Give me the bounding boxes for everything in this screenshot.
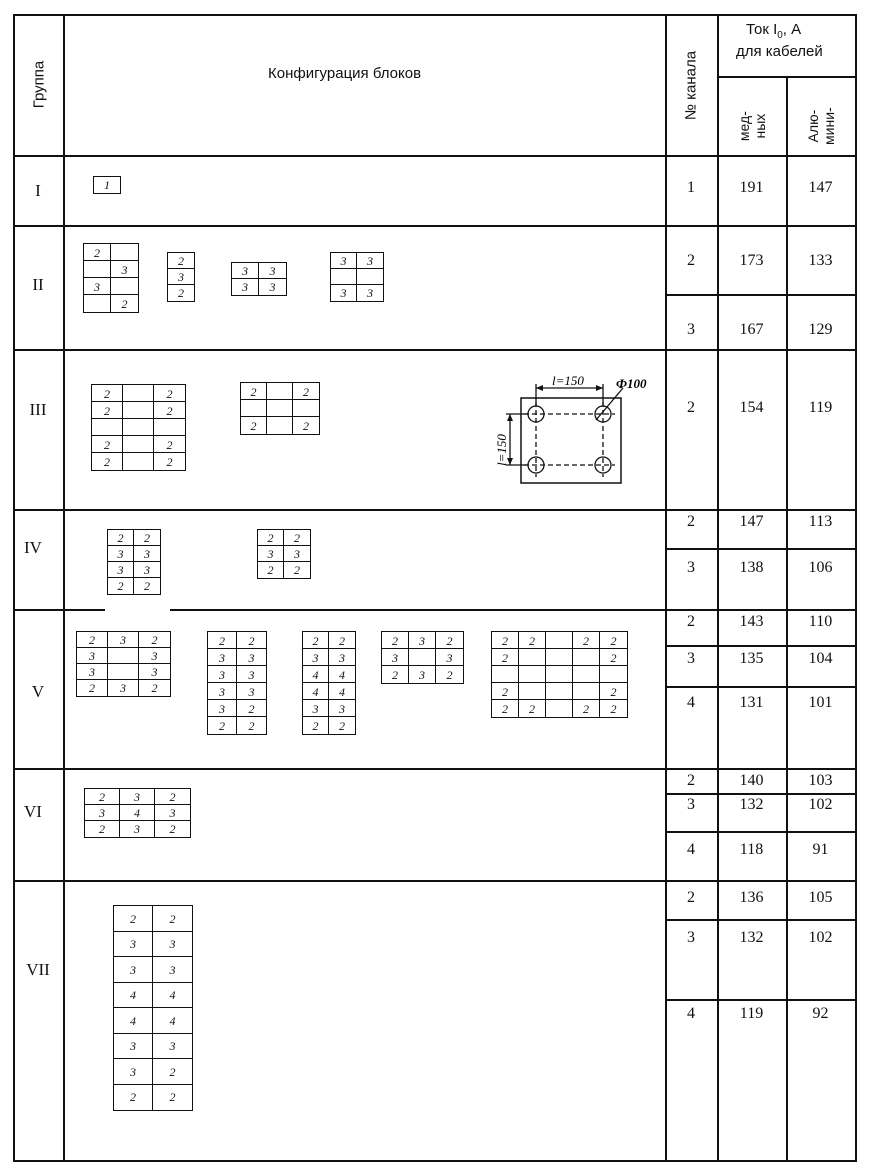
block-cell: 2 [144, 579, 150, 593]
header-current-unit: , А [782, 21, 802, 38]
channel-number: 3 [687, 796, 695, 813]
block-cell: 2 [155, 789, 190, 805]
block-cell: 3 [111, 261, 138, 278]
channel-number: 2 [687, 513, 695, 530]
block-cell: 2 [600, 649, 627, 666]
current-copper: 147 [739, 513, 764, 530]
block-cell: 2 [248, 718, 255, 733]
block-cell [573, 649, 600, 666]
header-alum-1: Алю- [804, 109, 821, 143]
block-cell: 2 [293, 383, 319, 400]
block-configuration [91, 384, 186, 471]
block-cell: 2 [600, 683, 627, 700]
current-copper: 132 [739, 929, 764, 946]
block-cell: 3 [237, 683, 266, 700]
block-cell: 3 [108, 546, 134, 562]
border-col-config [63, 14, 65, 1162]
block-cell: 4 [303, 666, 329, 683]
block-cell: 3 [357, 253, 383, 269]
channel-number: 3 [687, 559, 695, 576]
border-bottom [13, 1160, 857, 1162]
header-current-sub: 0 [777, 30, 783, 41]
header-group: Группа [30, 60, 48, 109]
diagram-diameter: Ф100 [616, 376, 647, 391]
block-cell: 2 [114, 1085, 153, 1111]
block-cell [241, 400, 267, 417]
border-right [855, 14, 857, 1162]
border-row-ii-inner [665, 294, 857, 296]
border-row-vi-inner2 [665, 831, 857, 833]
block-cell: 3 [237, 649, 266, 666]
block-cell: 2 [92, 402, 123, 419]
block-cell [108, 664, 139, 680]
group-label: III [29, 400, 47, 419]
header-current [746, 22, 801, 41]
border-row-vii-inner1 [665, 919, 857, 921]
block-cell: 3 [303, 700, 329, 717]
block-cell: 2 [108, 530, 134, 546]
block-cell: 2 [92, 436, 123, 453]
block-cell: 2 [121, 296, 128, 311]
current-aluminium: 105 [808, 889, 833, 906]
group-label: VII [26, 960, 50, 979]
channel-number: 4 [687, 841, 695, 858]
block-cell: 2 [154, 402, 185, 419]
block-cell: 2 [208, 632, 237, 649]
block-cell: 2 [114, 906, 153, 932]
block-cell: 2 [237, 700, 266, 717]
block-cell: 3 [382, 649, 409, 666]
block-cell: 2 [84, 244, 111, 261]
block-cell [123, 436, 154, 453]
border-row-iv-a [13, 609, 105, 611]
block-cell: 2 [169, 822, 176, 836]
channel-number: 3 [687, 321, 695, 338]
block-cell: 2 [610, 701, 617, 716]
block-cell [267, 383, 293, 400]
block-cell: 2 [446, 667, 453, 682]
border-header-sub [717, 76, 857, 78]
block-cell: 2 [77, 680, 108, 696]
block-configuration [302, 631, 356, 735]
block-cell: 3 [409, 666, 436, 683]
channel-spacing-diagram [490, 370, 660, 490]
block-cell: 3 [367, 286, 373, 300]
channel-number: 2 [687, 613, 695, 630]
block-cell: 3 [155, 805, 190, 821]
block-cell [111, 244, 138, 261]
block-cell [492, 666, 519, 683]
block-cell: 3 [120, 821, 155, 837]
block-cell: 3 [329, 649, 355, 666]
block-cell: 3 [114, 932, 153, 958]
border-row-vii-inner2 [665, 999, 857, 1001]
block-cell: 2 [382, 666, 409, 683]
block-configuration [93, 176, 121, 194]
block-cell: 3 [284, 546, 310, 562]
block-cell: 2 [284, 530, 310, 546]
block-cell: 3 [329, 700, 355, 717]
block-cell: 3 [331, 253, 357, 269]
current-copper: 191 [739, 179, 764, 196]
current-copper: 119 [739, 1005, 764, 1022]
border-row-i [13, 225, 857, 227]
block-cell: 2 [166, 454, 173, 469]
block-cell: 4 [329, 683, 355, 700]
block-cell: 3 [77, 664, 108, 680]
block-cell [573, 683, 600, 700]
block-cell [123, 453, 154, 470]
header-current-label: Ток I [746, 21, 778, 38]
block-cell: 3 [153, 957, 192, 983]
block-cell: 3 [237, 666, 266, 683]
block-cell: 3 [258, 546, 284, 562]
block-cell: 4 [120, 805, 155, 821]
block-cell [331, 269, 357, 285]
block-cell: 2 [92, 385, 123, 402]
block-configuration [76, 631, 171, 697]
block-cell: 4 [153, 983, 192, 1009]
block-cell: 2 [168, 253, 194, 269]
block-configuration [167, 252, 195, 302]
current-aluminium: 102 [808, 796, 833, 813]
block-cell [546, 666, 573, 683]
diagram-spacing-h: l=150 [552, 373, 584, 388]
block-configuration [240, 382, 320, 435]
current-aluminium: 129 [808, 321, 833, 338]
block-cell: 2 [134, 530, 160, 546]
block-cell: 2 [294, 563, 300, 577]
block-cell: 2 [436, 632, 463, 649]
border-row-v-inner2 [665, 686, 857, 688]
block-cell [519, 649, 546, 666]
group-label: VI [24, 802, 42, 821]
block-cell [519, 683, 546, 700]
block-cell: 2 [492, 700, 519, 717]
block-cell: 2 [151, 681, 158, 695]
current-aluminium: 147 [808, 179, 833, 196]
block-cell: 2 [492, 649, 519, 666]
channel-number: 2 [687, 772, 695, 789]
block-cell: 2 [339, 718, 345, 733]
block-cell: 2 [208, 717, 237, 734]
block-cell: 2 [85, 821, 120, 837]
block-configuration [107, 529, 161, 595]
block-cell: 2 [303, 418, 309, 433]
block-cell [546, 632, 573, 649]
block-cell: 2 [303, 717, 329, 734]
header-alum-2: мини- [821, 107, 837, 145]
channel-number: 2 [687, 399, 695, 416]
current-aluminium: 91 [812, 841, 829, 858]
block-cell: 3 [108, 562, 134, 578]
block-cell: 2 [492, 683, 519, 700]
border-row-vi-inner1 [665, 793, 857, 795]
border-row-v-inner1 [665, 645, 857, 647]
block-cell: 3 [208, 666, 237, 683]
current-aluminium: 92 [812, 1005, 829, 1022]
block-configuration [381, 631, 464, 684]
block-cell: 3 [168, 269, 194, 285]
current-copper: 173 [739, 252, 764, 269]
block-cell: 3 [303, 649, 329, 666]
current-copper: 136 [739, 889, 764, 906]
block-cell: 3 [208, 649, 237, 666]
block-cell [546, 683, 573, 700]
channel-number: 4 [687, 694, 695, 711]
block-cell: 2 [237, 632, 266, 649]
block-cell [546, 700, 573, 717]
block-cell [357, 269, 383, 285]
border-header-bottom [13, 155, 857, 157]
border-top [13, 14, 857, 16]
current-copper: 118 [739, 841, 764, 858]
block-cell: 2 [108, 578, 134, 594]
current-aluminium: 106 [808, 559, 833, 576]
block-cell: 3 [331, 285, 357, 301]
block-cell [111, 278, 138, 295]
block-cell: 3 [114, 1059, 153, 1085]
block-cell: 4 [329, 666, 355, 683]
block-cell: 2 [382, 632, 409, 649]
block-configuration [84, 788, 191, 838]
border-row-iv-inner [665, 548, 857, 550]
block-configuration [207, 631, 267, 735]
block-cell: 3 [139, 664, 170, 680]
block-configuration [113, 905, 193, 1111]
block-cell: 2 [258, 562, 284, 578]
block-cell: 3 [436, 649, 463, 666]
block-cell: 2 [519, 632, 546, 649]
block-cell [108, 648, 139, 664]
group-label: I [35, 181, 41, 200]
current-copper: 135 [739, 650, 764, 667]
header-copper [736, 86, 768, 166]
block-cell: 2 [241, 417, 267, 434]
group-label: V [31, 682, 45, 701]
header-copper-2: ных [752, 113, 768, 139]
block-cell: 3 [139, 648, 170, 664]
block-cell: 1 [104, 178, 110, 192]
block-cell: 2 [492, 632, 519, 649]
block-cell: 3 [85, 805, 120, 821]
block-cell: 4 [114, 1008, 153, 1034]
block-cell: 2 [169, 1090, 176, 1105]
block-cell [409, 649, 436, 666]
group-label: IV [24, 538, 42, 557]
block-cell: 2 [600, 632, 627, 649]
current-copper: 167 [739, 321, 764, 338]
block-cell: 2 [85, 789, 120, 805]
block-cell: 2 [303, 632, 329, 649]
border-row-v [13, 768, 857, 770]
border-row-ii [13, 349, 857, 351]
current-copper: 154 [739, 399, 764, 416]
border-row-iii [13, 509, 857, 511]
current-copper: 132 [739, 796, 764, 813]
block-cell [293, 400, 319, 417]
block-cell: 3 [259, 263, 286, 279]
block-cell [84, 261, 111, 278]
block-configuration [491, 631, 628, 718]
channel-number: 4 [687, 1005, 695, 1022]
current-copper: 131 [739, 694, 764, 711]
block-configuration [83, 243, 139, 313]
block-cell: 3 [153, 1034, 192, 1060]
block-cell: 3 [120, 789, 155, 805]
block-cell: 2 [154, 385, 185, 402]
block-cell: 2 [92, 453, 123, 470]
current-copper: 140 [739, 772, 764, 789]
channel-number: 1 [687, 179, 695, 196]
border-row-iv-b [170, 609, 857, 611]
block-cell: 3 [232, 263, 259, 279]
current-aluminium: 104 [808, 650, 833, 667]
block-cell: 2 [258, 530, 284, 546]
channel-number: 3 [687, 650, 695, 667]
block-cell: 3 [134, 546, 160, 562]
header-config: Конфигурация блоков [268, 65, 422, 82]
block-cell: 2 [241, 383, 267, 400]
block-cell: 3 [208, 683, 237, 700]
block-cell [573, 666, 600, 683]
block-cell: 2 [329, 632, 355, 649]
block-cell: 4 [153, 1008, 192, 1034]
block-cell: 2 [573, 700, 600, 717]
block-cell [519, 666, 546, 683]
current-copper: 138 [739, 559, 764, 576]
group-label: II [32, 275, 44, 294]
block-cell: 2 [154, 436, 185, 453]
block-configuration [257, 529, 311, 579]
border-row-vi [13, 880, 857, 882]
current-aluminium: 133 [808, 252, 833, 269]
current-aluminium: 102 [808, 929, 833, 946]
header-alum [805, 86, 837, 166]
current-aluminium: 119 [808, 399, 833, 416]
block-cell: 2 [153, 906, 192, 932]
block-cell: 2 [77, 632, 108, 648]
header-copper-1: мед- [735, 111, 752, 142]
block-cell [123, 402, 154, 419]
block-cell [92, 419, 123, 436]
header-channel: № канала [682, 50, 700, 121]
block-cell [123, 419, 154, 436]
block-cell: 3 [114, 1034, 153, 1060]
block-cell: 3 [134, 562, 160, 578]
channel-number: 2 [687, 889, 695, 906]
block-cell: 3 [114, 957, 153, 983]
block-cell [267, 417, 293, 434]
block-cell: 2 [519, 700, 546, 717]
block-cell: 4 [114, 983, 153, 1009]
block-cell: 3 [84, 278, 111, 295]
header-for-cables: для кабелей [736, 43, 823, 60]
block-configuration [231, 262, 287, 296]
block-cell: 3 [77, 648, 108, 664]
current-aluminium: 101 [808, 694, 833, 711]
block-cell [123, 385, 154, 402]
block-cell: 2 [573, 632, 600, 649]
block-cell: 2 [139, 632, 170, 648]
diagram-spacing-v: l=150 [494, 434, 509, 466]
current-aluminium: 103 [808, 772, 833, 789]
block-cell: 3 [409, 632, 436, 649]
current-copper: 143 [739, 613, 764, 630]
block-cell: 2 [153, 1059, 192, 1085]
block-cell [154, 419, 185, 436]
block-cell: 3 [269, 280, 276, 294]
channel-number: 2 [687, 252, 695, 269]
block-configuration [330, 252, 384, 302]
block-cell: 4 [303, 683, 329, 700]
block-cell [546, 649, 573, 666]
block-cell: 2 [178, 286, 184, 300]
current-aluminium: 113 [808, 513, 833, 530]
block-cell: 3 [108, 632, 139, 648]
block-cell: 3 [208, 700, 237, 717]
block-cell: 3 [232, 279, 259, 295]
block-cell [267, 400, 293, 417]
block-cell: 3 [153, 932, 192, 958]
block-cell: 3 [108, 680, 139, 696]
channel-number: 3 [687, 929, 695, 946]
current-aluminium: 110 [808, 613, 833, 630]
block-cell [600, 666, 627, 683]
block-cell [84, 295, 111, 312]
